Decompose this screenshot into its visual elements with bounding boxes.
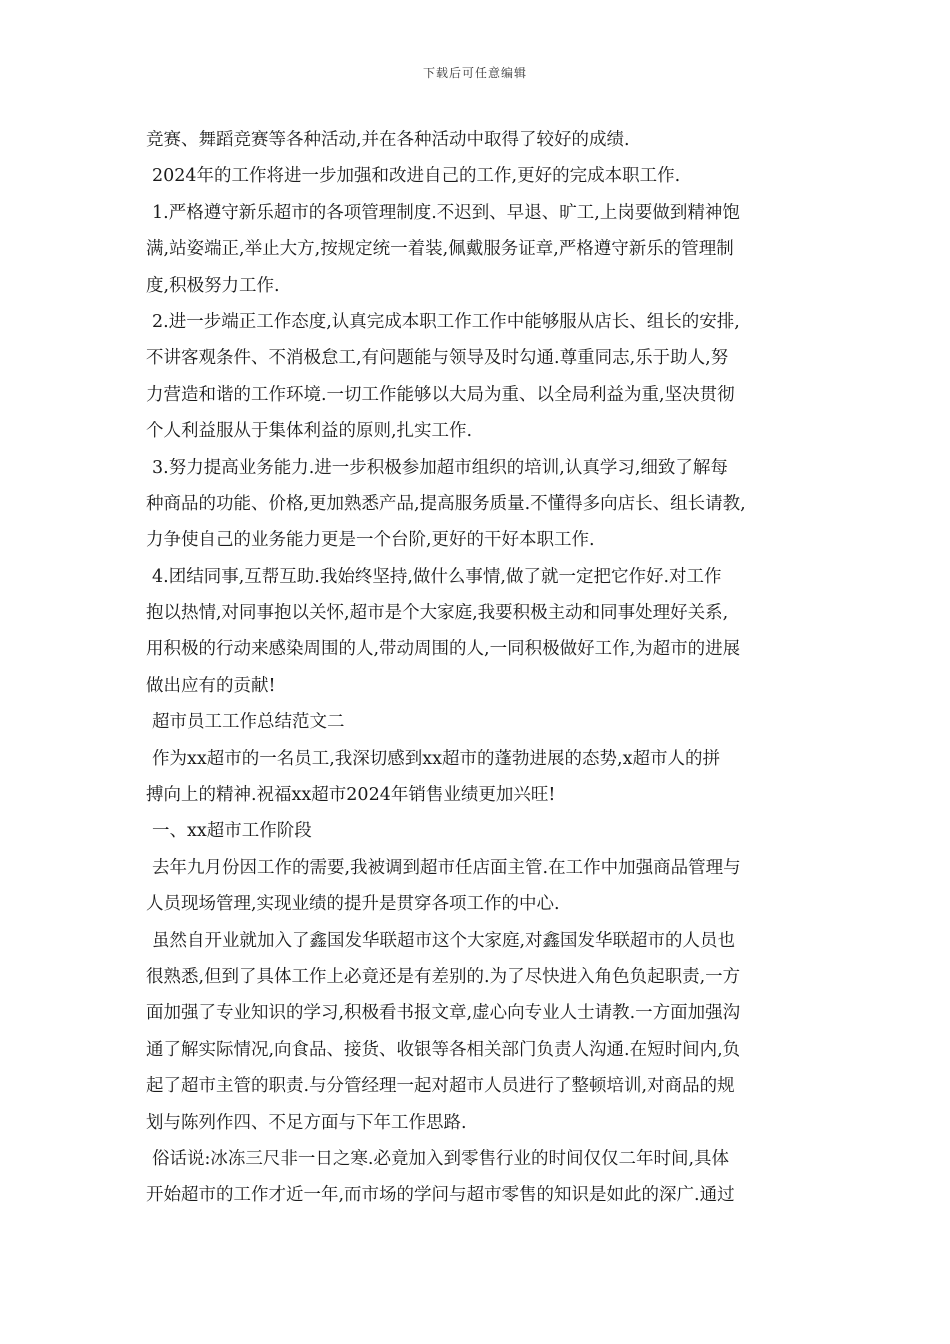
text-line: 3.努力提高业务能力.进一步积极参加超市组织的培训,认真学习,细致了解每 [152,457,728,478]
text-line: 力争使自己的业务能力更是一个台阶,更好的干好本职工作. [146,530,595,551]
text-line: 起了超市主管的职责.与分管经理一起对超市人员进行了整顿培训,对商品的规 [146,1076,735,1097]
text-line: 2.进一步端正工作态度,认真完成本职工作工作中能够服从店长、组长的安排, [152,311,740,332]
page-header: 下载后可任意编辑 [422,66,527,80]
text-line: 作为xx超市的一名员工,我深切感到xx超市的蓬勃进展的态势,x超市人的拼 [152,748,720,769]
text-line: 种商品的功能、价格,更加熟悉产品,提高服务质量.不懂得多向店长、组长请教, [146,493,746,514]
text-line: 力营造和谐的工作环境.一切工作能够以大局为重、以全局利益为重,坚决贯彻 [146,384,735,405]
text-line: 面加强了专业知识的学习,积极看书报文章,虚心向专业人士请教.一方面加强沟 [146,1003,741,1024]
text-line: 超市员工工作总结范文二 [152,712,345,733]
text-line: 虽然自开业就加入了鑫国发华联超市这个大家庭,对鑫国发华联超市的人员也 [152,930,736,951]
text-line: 度,积极努力工作. [146,275,280,296]
text-line: 个人利益服从于集体利益的原则,扎实工作. [146,421,473,442]
text-line: 人员现场管理,实现业绩的提升是贯穿各项工作的中心. [146,894,560,915]
text-line: 俗话说:冰冻三尺非一日之寒.必竟加入到零售行业的时间仅仅二年时间,具体 [152,1148,730,1169]
document-body [146,122,814,1214]
text-line: 很熟悉,但到了具体工作上必竟还是有差别的.为了尽快进入角色负起职责,一方 [146,966,741,987]
text-line: 用积极的行动来感染周围的人,带动周围的人,一同积极做好工作,为超市的进展 [146,639,741,660]
text-line: 1.严格遵守新乐超市的各项管理制度.不迟到、早退、旷工,上岗要做到精神饱 [152,202,740,223]
text-line: 开始超市的工作才近一年,而市场的学问与超市零售的知识是如此的深广.通过 [146,1185,735,1206]
text-line: 搏向上的精神.祝福xx超市2024年销售业绩更加兴旺! [146,785,556,806]
text-line: 2024年的工作将进一步加强和改进自己的工作,更好的完成本职工作. [152,166,681,187]
text-line: 划与陈列作四、不足方面与下年工作思路. [146,1112,467,1133]
text-line: 竞赛、舞蹈竞赛等各种活动,并在各种活动中取得了较好的成绩. [146,130,630,150]
text-line: 不讲客观条件、不消极怠工,有问题能与领导及时勾通.尊重同志,乐于助人,努 [146,348,729,369]
text-line: 4.团结同事,互帮互助.我始终坚持,做什么事情,做了就一定把它作好.对工作 [152,566,722,587]
text-line: 做出应有的贡献! [146,675,276,696]
text-line: 抱以热情,对同事抱以关怀,超市是个大家庭,我要积极主动和同事处理好关系, [146,603,729,624]
text-line: 满,站姿端正,举止大方,按规定统一着装,佩戴服务证章,严格遵守新乐的管理制 [146,239,734,260]
text-line: 一、xx超市工作阶段 [152,821,312,842]
text-line: 通了解实际情况,向食品、接货、收银等各相关部门负责人沟通.在短时间内,负 [146,1039,741,1060]
text-line: 去年九月份因工作的需要,我被调到超市任店面主管.在工作中加强商品管理与 [152,857,741,878]
